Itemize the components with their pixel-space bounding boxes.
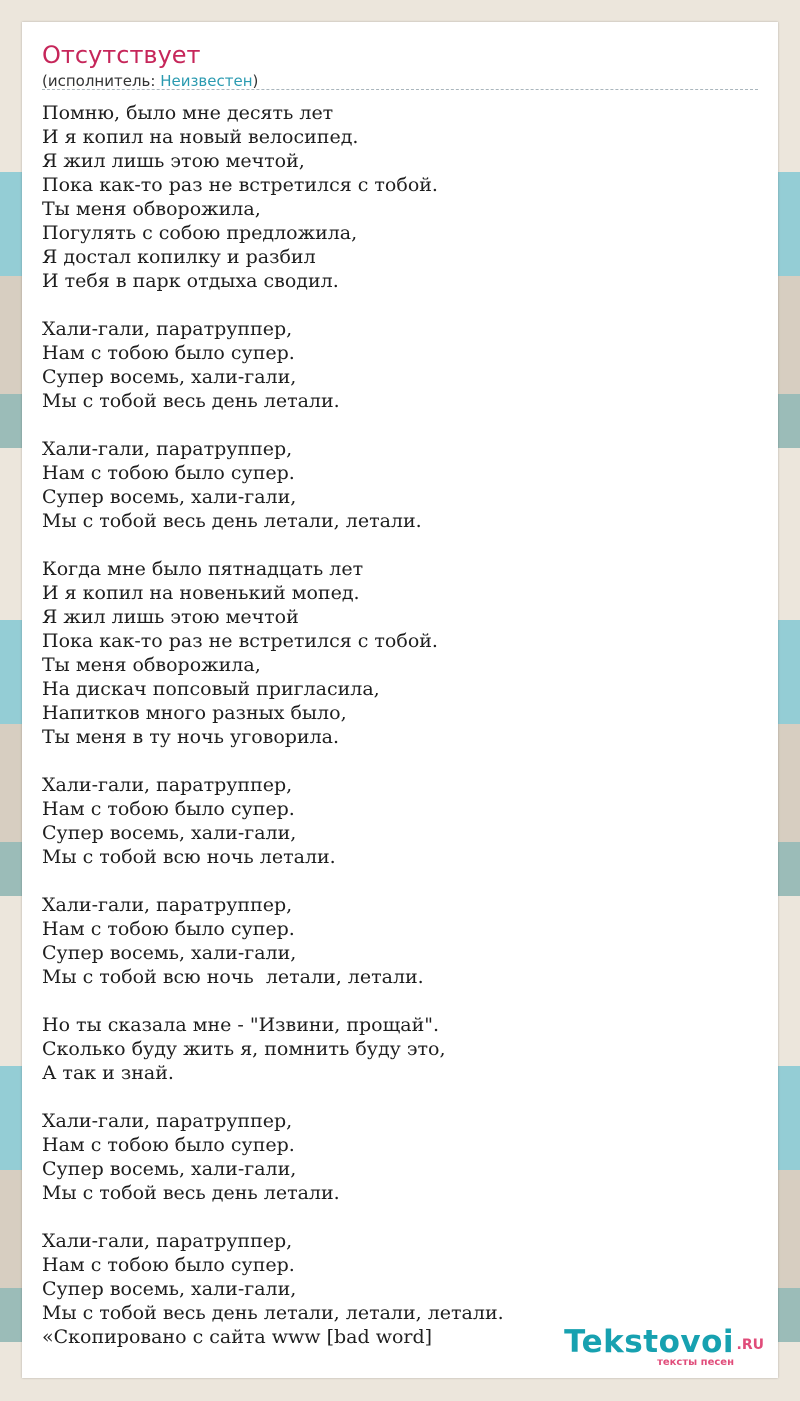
lyric-line: Мы с тобой весь день летали. — [42, 1182, 340, 1204]
lyric-line: Мы с тобой весь день летали, летали, летали. — [42, 1302, 504, 1324]
lyric-line: На дискач попсовый пригласила, — [42, 678, 380, 700]
lyric-line: И я копил на новый велосипед. — [42, 126, 359, 148]
title-divider — [42, 89, 758, 90]
lyric-line: Мы с тобой весь день летали, летали. — [42, 510, 422, 532]
lyric-line: Когда мне было пятнадцать лет — [42, 558, 364, 580]
lyric-line: И я копил на новенький мопед. — [42, 582, 360, 604]
stanza-break — [42, 869, 758, 893]
lyric-line: Нам с тобою было супер. — [42, 462, 295, 484]
lyric-line: Нам с тобою было супер. — [42, 1254, 295, 1276]
lyric-line: Мы с тобой всю ночь летали. — [42, 846, 336, 868]
lyric-line: «Скопировано с сайта www [bad word] — [42, 1326, 433, 1348]
logo-wordmark: Tekstovoi — [564, 1324, 734, 1360]
lyric-line: Помню, было мне десять лет — [42, 102, 334, 124]
lyric-line: Нам с тобою было супер. — [42, 1134, 295, 1156]
logo-domain-suffix: .RU — [736, 1337, 764, 1353]
lyric-line: Напитков много разных было, — [42, 702, 347, 724]
lyric-line: Хали-гали, паратруппер, — [42, 1110, 293, 1132]
stanza-break — [42, 293, 758, 317]
lyric-line: Хали-гали, паратруппер, — [42, 1230, 293, 1252]
lyric-line: Хали-гали, паратруппер, — [42, 438, 293, 460]
lyric-line: Супер восемь, хали-гали, — [42, 822, 297, 844]
lyric-line: А так и знай. — [42, 1062, 174, 1084]
lyric-line: Нам с тобою было супер. — [42, 342, 295, 364]
lyric-line: Но ты сказала мне - "Извини, прощай". — [42, 1014, 440, 1036]
lyric-line: Хали-гали, паратруппер, — [42, 774, 293, 796]
lyric-line: Мы с тобой весь день летали. — [42, 390, 340, 412]
lyric-line: Супер восемь, хали-гали, — [42, 366, 297, 388]
stanza-break — [42, 413, 758, 437]
lyric-line: Нам с тобою было супер. — [42, 798, 295, 820]
performer-prefix: (исполнитель: — [42, 72, 161, 90]
lyric-line: Супер восемь, хали-гали, — [42, 942, 297, 964]
lyric-line: Ты меня в ту ночь уговорила. — [42, 726, 340, 748]
song-title: Отсутствует — [42, 41, 201, 69]
lyrics-text — [42, 101, 758, 1349]
lyric-line: Ты меня обворожила, — [42, 198, 261, 220]
lyric-line: Супер восемь, хали-гали, — [42, 486, 297, 508]
lyrics-card — [22, 22, 778, 1378]
lyric-line: Хали-гали, паратруппер, — [42, 318, 293, 340]
performer-suffix: ) — [252, 72, 259, 90]
stanza-break — [42, 1085, 758, 1109]
lyric-line: Хали-гали, паратруппер, — [42, 894, 293, 916]
performer-line — [42, 71, 258, 91]
stanza-break — [42, 989, 758, 1013]
lyric-line: Мы с тобой всю ночь летали, летали. — [42, 966, 424, 988]
lyric-line: Супер восемь, хали-гали, — [42, 1158, 297, 1180]
stanza-break — [42, 1205, 758, 1229]
stanza-break — [42, 533, 758, 557]
lyric-line: Погулять с собою предложила, — [42, 222, 358, 244]
lyric-line: Я жил лишь этою мечтой, — [42, 150, 305, 172]
lyric-line: Пока как-то раз не встретился с тобой. — [42, 630, 438, 652]
performer-link[interactable]: Неизвестен — [160, 72, 253, 90]
lyric-line: Я достал копилку и разбил — [42, 246, 316, 268]
site-logo[interactable] — [560, 1324, 770, 1372]
logo-tagline: тексты песен — [657, 1357, 734, 1368]
lyric-line: Ты меня обворожила, — [42, 654, 261, 676]
lyric-line: Нам с тобою было супер. — [42, 918, 295, 940]
lyric-line: Пока как-то раз не встретился с тобой. — [42, 174, 438, 196]
stanza-break — [42, 749, 758, 773]
lyric-line: Супер восемь, хали-гали, — [42, 1278, 297, 1300]
lyric-line: Сколько буду жить я, помнить буду это, — [42, 1038, 446, 1060]
lyric-line: Я жил лишь этою мечтой — [42, 606, 299, 628]
lyric-line: И тебя в парк отдыха сводил. — [42, 270, 339, 292]
